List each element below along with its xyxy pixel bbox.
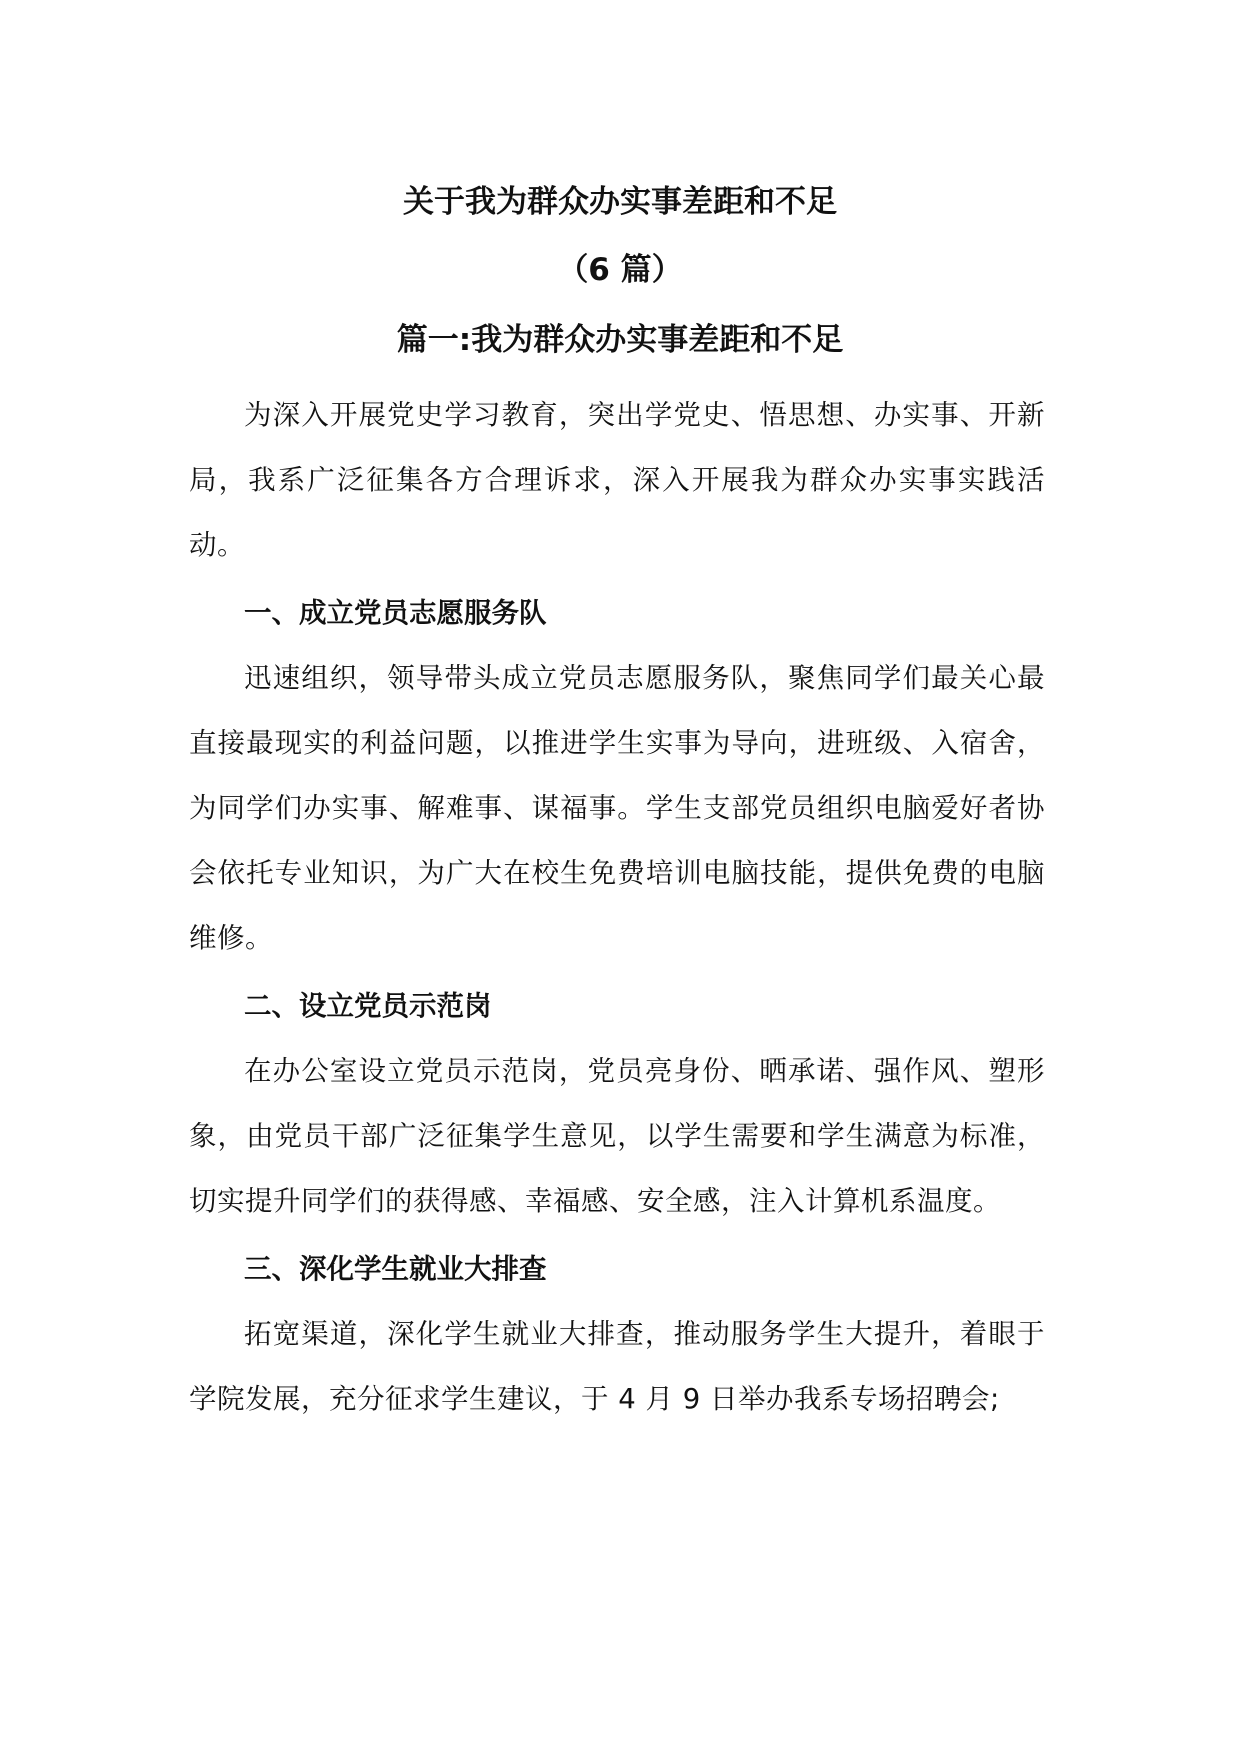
section-heading-3: 三、深化学生就业大排查 <box>244 1253 547 1285</box>
document-subtitle: 篇一:我为群众办实事差距和不足 <box>396 322 844 358</box>
section-heading-1: 一、成立党员志愿服务队 <box>244 597 547 629</box>
document-title: 关于我为群众办实事差距和不足 <box>403 184 837 220</box>
intro-paragraph: 为深入开展党史学习教育，突出学党史、悟思想、办实事、开新局，我系广泛征集各方合理诉求，深入开展我为群众办实事实践活动。 <box>189 399 1045 561</box>
document-count: （6 篇） <box>557 252 683 288</box>
document-body <box>189 383 1045 1432</box>
section-paragraph-2: 在办公室设立党员示范岗，党员亮身份、晒承诺、强作风、塑形象，由党员干部广泛征集学生意见，以学生需要和学生满意为标准，切实提升同学们的获得感、幸福感、安全感，注入计算机系温度。 <box>189 1055 1045 1217</box>
section-paragraph-1: 迅速组织，领导带头成立党员志愿服务队，聚焦同学们最关心最直接最现实的利益问题，以推进学生实事为导向，进班级、入宿舍，为同学们办实事、解难事、谋福事。学生支部党员组织电脑爱好者协会依托专业知识，为广大在校生免费培训电脑技能，提供免费的电脑维修。 <box>189 662 1045 954</box>
section-paragraph-3: 拓宽渠道，深化学生就业大排查，推动服务学生大提升，着眼于学院发展，充分征求学生建议，于 4 月 9 日举办我系专场招聘会; <box>189 1318 1045 1415</box>
section-heading-2: 二、设立党员示范岗 <box>244 990 492 1022</box>
